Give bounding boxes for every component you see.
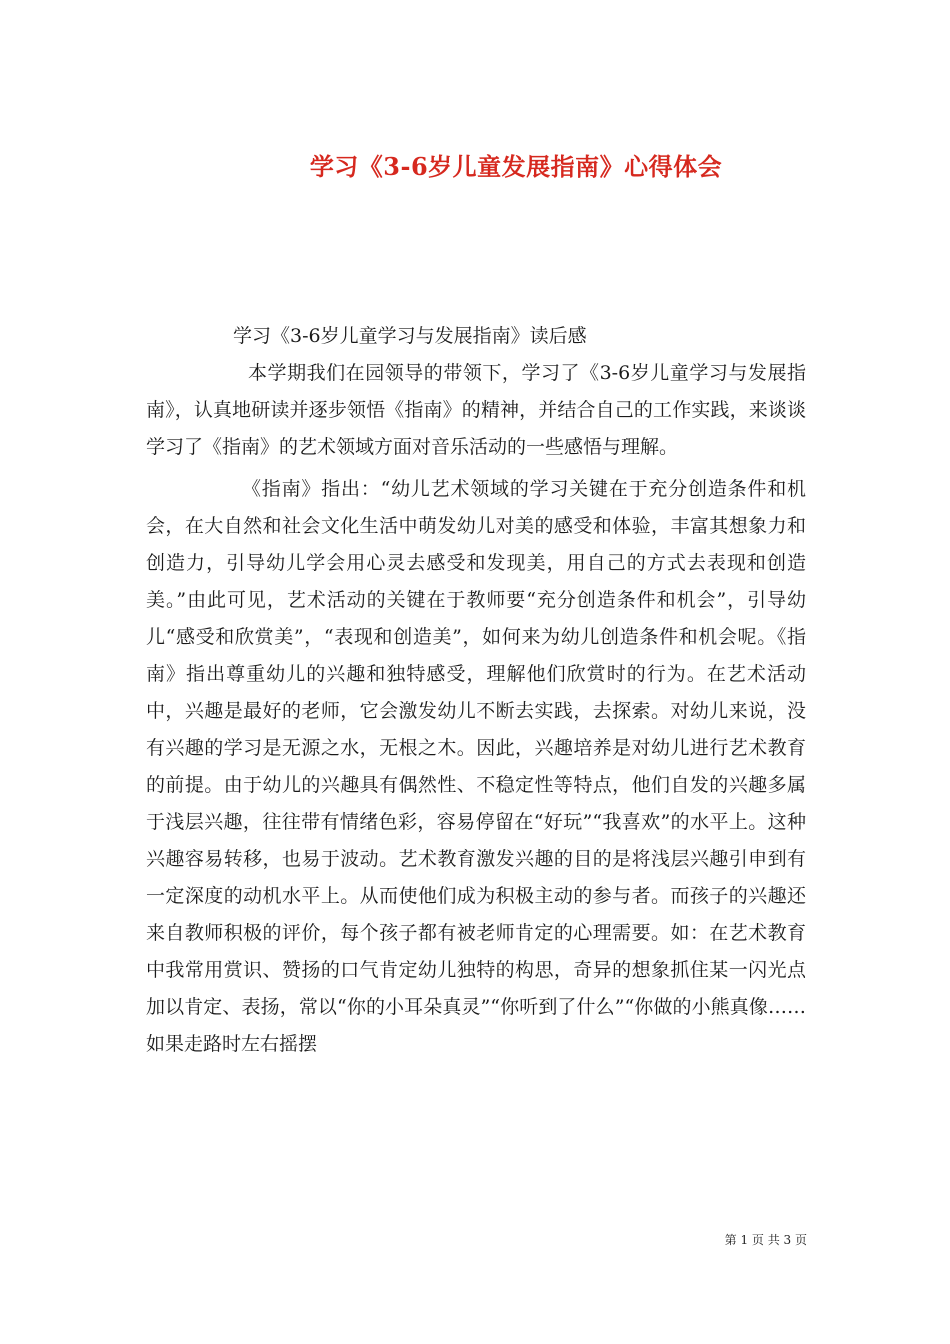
- document-subtitle: 学习《3-6岁儿童学习与发展指南》读后感: [233, 325, 587, 347]
- document-body: [146, 318, 806, 1063]
- paragraph-intro: 本学期我们在园领导的带领下，学习了《3-6岁儿童学习与发展指南》，认真地研读并逐步领悟《指南》的精神，并结合自己的工作实践，来谈谈学习了《指南》的艺术领域方面对音乐活动的一些感悟与理解。: [146, 362, 806, 458]
- document-title: 学习《3-6岁儿童发展指南》心得体会: [309, 152, 723, 182]
- paragraph-guide-quote: 《指南》指出：“幼儿艺术领域的学习关键在于充分创造条件和机会，在大自然和社会文化生活中萌发幼儿对美的感受和体验，丰富其想象力和创造力，引导幼儿学会用心灵去感受和发现美，用自己的方式去表现和创造美。”由此可见，艺术活动的关键在于教师要“充分创造条件和机会”，引导幼儿“感受和欣赏美”，“表现和创造美”，如何来为幼儿创造条件和机会呢。《指南》指出尊重幼儿的兴趣和独特感受，理解他们欣赏时的行为。在艺术活动中，兴趣是最好的老师，它会激发幼儿不断去实践，去探索。对幼儿来说，没有兴趣的学习是无源之水，无根之木。因此，兴趣培养是对幼儿进行艺术教育的前提。由于幼儿的兴趣具有偶然性、不稳定性等特点，他们自发的兴趣多属于浅层兴趣，往往带有情绪色彩，容易停留在“好玩”“我喜欢”的水平上。这种兴趣容易转移，也易于波动。艺术教育激发兴趣的目的是将浅层兴趣引申到有一定深度的动机水平上。从而使他们成为积极主动的参与者。而孩子的兴趣还来自教师积极的评价，每个孩子都有被老师肯定的心理需要。如：在艺术教育中我常用赏识、赞扬的口气肯定幼儿独特的构思，奇异的想象抓住某一闪光点加以肯定、表扬，常以“你的小耳朵真灵”“你听到了什么”“你做的小熊真像……如果走路时左右摇摆: [146, 478, 806, 1055]
- page-number: 第 1 页 共 3 页: [724, 1233, 807, 1247]
